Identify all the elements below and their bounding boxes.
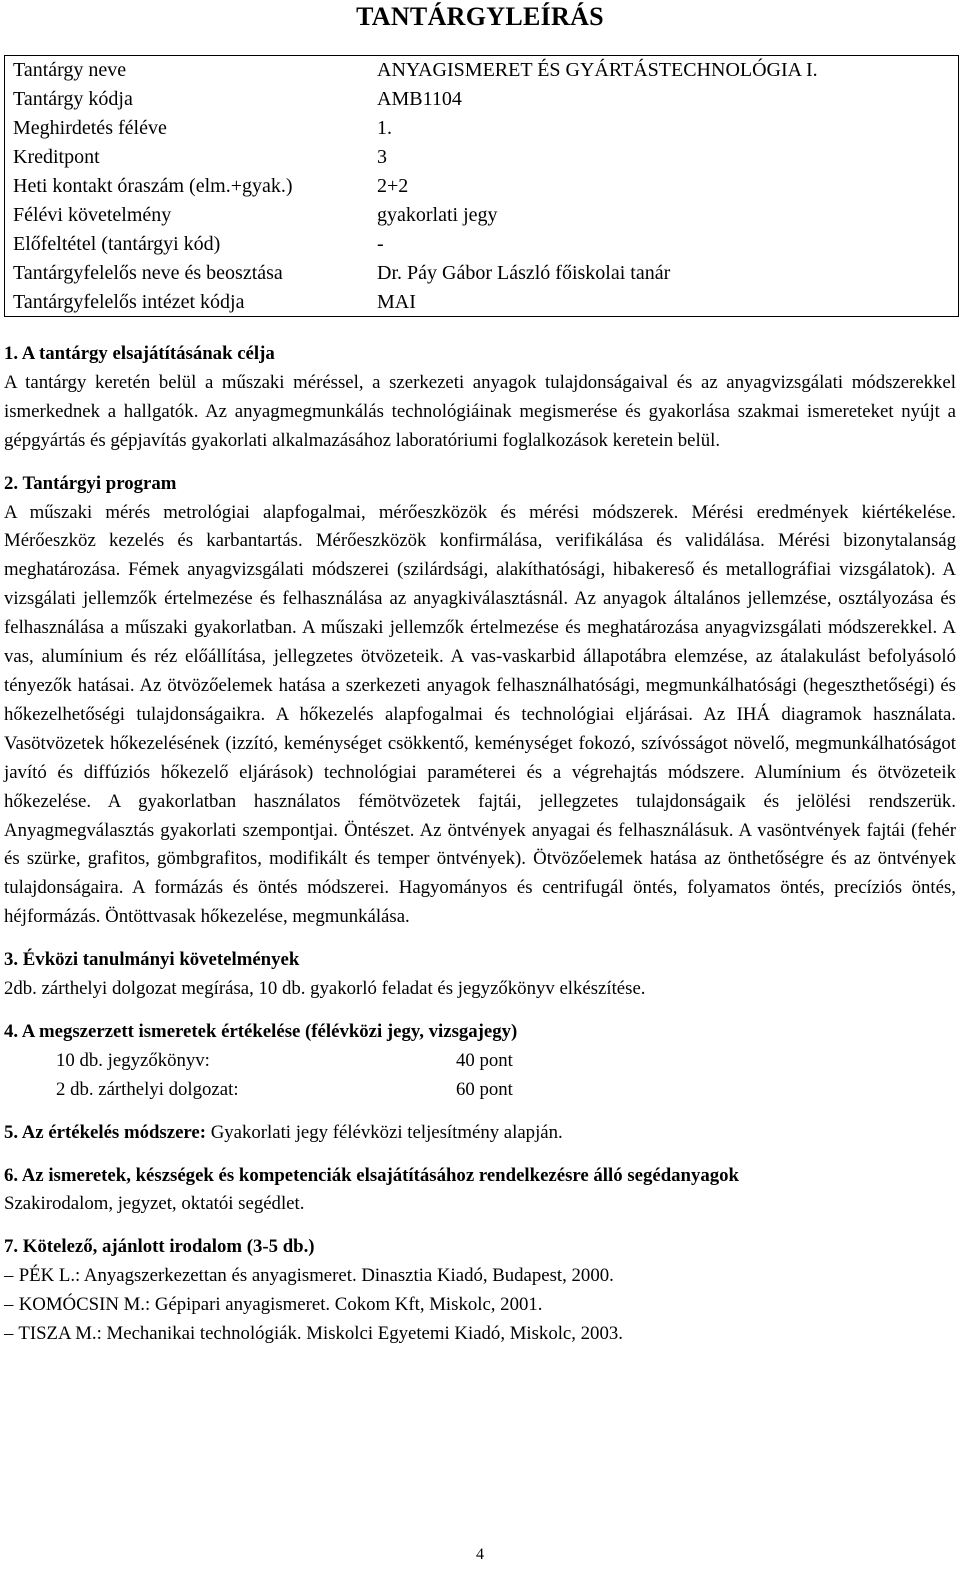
info-label: Meghirdetés féléve	[13, 117, 167, 140]
course-info-table	[4, 55, 959, 317]
evaluation-points: 60 pont	[456, 1078, 513, 1100]
section-2-body: A műszaki mérés metrológiai alapfogalmai, mérőeszközök és mérési módszerek. Mérési eredmények kiértékelése. Mérőeszköz kezelés és karbantartás. Mérőeszközök konfirmálása, verifikálása és validálása. Mérési bizonytalanság meghatározása. Fémek anyagvizsgálati módszerei (szilárdsági, alakíthatósági, hibakereső és metallográfiai vizsgálatok). A vizsgálati jellemzők értelmezése és felhasználása az anyagkiválasztásnál. Az anyagok általános jellemzése, osztályozása és felhasználása a műszaki gyakorlatban. A műszaki jellemzők értelmezése és meghatározása anyagvizsgálati módszerekkel. A vas, alumínium és réz előállítása, jellegzetes ötvözeteik. A vas-vaskarbid állapotábra elemzése, az átalakulást befolyásoló tényezők hatásai. Az ötvözőelemek hatása a szerkezeti anyagok felhasználhatósági, megmunkálhatósági (hegeszthetőségi) és hőkezelhetőségi tulajdonságaikra. A hőkezelés alapfogalmai és technológiai eljárásai. Az IHÁ diagramok használata. Vasötvözetek hőkezelésének (izzító, keménységet csökkentő, keménységet fokozó, szívósságot növelő, megmunkálhatóságot javító és diffúziós hőkezelő eljárások) technológiai paraméterei és a végrehajtás módszere. Alumínium és ötvözeteik hőkezelése. A gyakorlatban használatos fémötvözetek fajtái, jellegzetes tulajdonságaik és jelölési rendszerük. Anyagmegválasztás gyakorlati szempontjai. Öntészet. Az öntvények anyagai és felhasználásuk. A vasöntvények fajtái (fehér és szürke, grafitos, gömbgrafitos, modifikált és temper öntvények). Ötvözőelemek hatása az önthetőségre és az öntvények tulajdonságaira. A formázás és öntés módszerei. Hagyományos és centrifugál öntés, folyamatos öntés, precíziós öntés, héjformázás. Öntöttvasak hőkezelése, megmunkálása.	[4, 501, 956, 928]
literature-item	[4, 1291, 956, 1320]
info-label: Tantárgyfelelős intézet kódja	[13, 290, 245, 313]
info-value-requirement: gyakorlati jegy	[377, 203, 498, 226]
info-row-requirement	[5, 200, 959, 229]
info-label: Tantárgy kódja	[13, 88, 133, 111]
evaluation-label: 2 db. zárthelyi dolgozat:	[56, 1078, 239, 1100]
info-label: Előfeltétel (tantárgyi kód)	[13, 232, 221, 255]
dash-bullet-icon: –	[4, 1323, 14, 1345]
section-5-body: Gyakorlati jegy félévközi teljesítmény alapján.	[206, 1121, 563, 1143]
section-3-body: 2db. zárthelyi dolgozat megírása, 10 db. gyakorló feladat és jegyzőkönyv elkészítése.	[4, 978, 646, 1000]
info-row-semester	[5, 114, 959, 143]
info-row-responsible	[5, 258, 959, 287]
literature-text: TISZA M.: Mechanikai technológiák. Miskolci Egyetemi Kiadó, Miskolc, 2003.	[18, 1323, 623, 1345]
info-row-credits	[5, 143, 959, 172]
info-value-semester: 1.	[377, 117, 392, 140]
description-content	[4, 340, 956, 1349]
section-1-title: 1. A tantárgy elsajátításának célja	[4, 343, 275, 364]
page-number: 4	[476, 1546, 484, 1563]
section-6-title: 6. Az ismeretek, készségek és kompetenciák elsajátításához rendelkezésre álló segédanyagok	[4, 1164, 739, 1186]
info-row-name	[5, 56, 959, 85]
evaluation-label: 10 db. jegyzőkönyv:	[56, 1049, 210, 1071]
section-4-title: 4. A megszerzett ismeretek értékelése (félévközi jegy, vizsgajegy)	[4, 1020, 518, 1042]
info-row-institute	[5, 287, 959, 316]
info-value-responsible: Dr. Páy Gábor László főiskolai tanár	[377, 261, 671, 284]
section-1-body: A tantárgy keretén belül a műszaki méréssel, a szerkezeti anyagok tulajdonságaival és az anyagvizsgálati módszerekkel ismerkednek a hallgatók. Az anyagmegmunkálás technológiáinak megismerése és gyakorlása szakmai ismereteket nyújt a gépgyártás és gépjavítás gyakorlati alkalmazásához laboratóriumi foglalkozások keretein belül.	[4, 371, 956, 451]
section-6-body: Szakirodalom, jegyzet, oktatói segédlet.	[4, 1193, 305, 1215]
info-label: Tantárgy neve	[13, 59, 127, 82]
literature-item	[4, 1320, 956, 1349]
info-row-prerequisite	[5, 229, 959, 258]
info-label: Tantárgyfelelős neve és beosztása	[13, 261, 283, 284]
info-value-credits: 3	[377, 146, 387, 169]
literature-text: PÉK L.: Anyagszerkezettan és anyagismeret. Dinasztia Kiadó, Budapest, 2000.	[18, 1265, 614, 1287]
info-value-course-code: AMB1104	[377, 88, 462, 111]
info-value-hours: 2+2	[377, 175, 409, 197]
section-2-title: 2. Tantárgyi program	[4, 472, 177, 494]
info-label: Heti kontakt óraszám (elm.+gyak.)	[13, 175, 293, 197]
info-label: Kreditpont	[13, 146, 100, 169]
section-5-title: 5. Az értékelés módszere:	[4, 1121, 206, 1143]
evaluation-points: 40 pont	[456, 1049, 513, 1071]
evaluation-row	[56, 1047, 956, 1076]
literature-item	[4, 1262, 956, 1291]
section-7-title: 7. Kötelező, ajánlott irodalom (3-5 db.)	[4, 1236, 315, 1258]
dash-bullet-icon: –	[4, 1294, 14, 1316]
evaluation-row	[56, 1076, 956, 1105]
document-title: TANTÁRGYLEÍRÁS	[356, 2, 604, 31]
info-value-course-name: ANYAGISMERET ÉS GYÁRTÁSTECHNOLÓGIA I.	[377, 59, 818, 82]
info-label: Félévi követelmény	[13, 203, 172, 226]
literature-text: KOMÓCSIN M.: Gépipari anyagismeret. Cokom Kft, Miskolc, 2001.	[18, 1294, 543, 1316]
section-3-title: 3. Évközi tanulmányi követelmények	[4, 949, 300, 971]
section-5	[4, 1119, 956, 1148]
info-value-prerequisite: -	[377, 232, 384, 255]
info-value-institute: MAI	[377, 290, 416, 313]
info-row-hours	[5, 172, 959, 201]
dash-bullet-icon: –	[4, 1265, 14, 1287]
info-row-code	[5, 85, 959, 114]
